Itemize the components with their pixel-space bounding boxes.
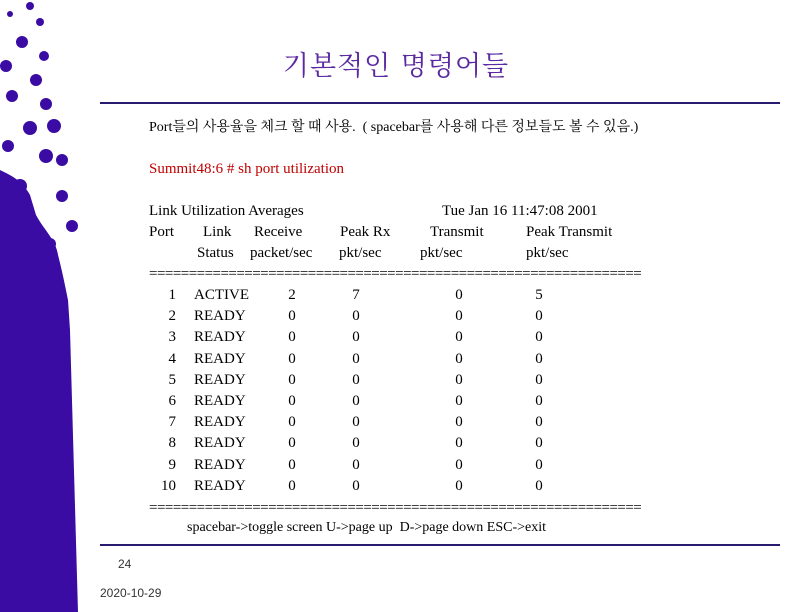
col-header-receive: Receive [254,224,303,240]
top-divider [100,102,780,104]
intro-text: Port들의 사용율을 체크 할 때 사용. ( spacebar를 사용해 다른 정보들도 볼 수 있음.) [149,120,639,135]
cell-peak-tx: 0 [535,456,543,473]
cell-transmit: 0 [455,329,463,346]
cell-transmit: 0 [455,371,463,388]
header-title: Link Utilization Averages [149,203,304,219]
cell-receive: 0 [288,393,296,409]
cell-transmit: 0 [455,308,463,325]
cell-receive: 0 [288,350,296,367]
col-subheader-status: Status [197,245,234,261]
slide-date: 2020-10-29 [100,586,162,600]
cell-transmit: 0 [455,414,463,431]
cell-status: READY [194,350,246,367]
cell-port: 7 [168,414,176,431]
cell-status: READY [194,435,246,452]
cell-receive: 2 [288,287,296,303]
bottom-divider [100,544,780,546]
cell-transmit: 0 [455,456,463,473]
cell-peak-rx: 7 [352,287,360,303]
cell-transmit: 0 [455,393,463,409]
separator-top: ============================================================== [149,266,642,282]
cell-transmit: 0 [455,350,463,367]
cell-receive: 0 [288,308,296,325]
page-number: 24 [118,557,132,571]
cell-peak-rx: 0 [352,435,360,452]
cell-port: 9 [168,456,176,473]
col-header-link: Link [203,224,232,240]
cell-port: 6 [168,393,176,409]
col-subheader-pkt-tx: pkt/sec [420,245,463,261]
cell-peak-rx: 0 [352,456,360,473]
cell-status: READY [194,456,246,473]
separator-bottom: ============================================================== [149,500,642,516]
cell-transmit: 0 [455,477,463,494]
cell-port: 8 [168,435,176,452]
cell-peak-rx: 0 [352,371,360,388]
cell-peak-rx: 0 [352,477,360,494]
cell-peak-rx: 0 [352,350,360,367]
cell-status: READY [194,308,246,325]
cell-port: 10 [161,477,176,494]
cell-receive: 0 [288,414,296,431]
cell-port: 2 [168,308,176,325]
cell-peak-tx: 0 [535,371,543,388]
col-header-peak-tx: Peak Transmit [526,224,613,240]
col-subheader-pkt-rx: pkt/sec [339,245,382,261]
cell-status: READY [194,477,246,494]
cell-peak-rx: 0 [352,393,360,409]
cell-peak-tx: 0 [535,414,543,431]
cell-peak-tx: 0 [535,308,543,325]
cell-status: READY [194,371,246,388]
cell-peak-rx: 0 [352,414,360,431]
header-timestamp: Tue Jan 16 11:47:08 2001 [442,203,598,219]
cell-peak-tx: 0 [535,329,543,346]
key-help-line: spacebar->toggle screen U->page up D->page down ESC->exit [187,520,547,535]
col-header-port: Port [149,224,175,240]
cell-port: 5 [168,371,176,388]
cell-port: 4 [168,350,176,367]
col-header-transmit: Transmit [430,224,484,240]
decorative-dot-border [0,0,90,612]
col-header-peak-rx: Peak Rx [340,224,391,240]
cell-peak-tx: 5 [535,287,543,303]
cell-peak-tx: 0 [535,393,543,409]
cell-port: 1 [168,287,176,303]
cell-transmit: 0 [455,435,463,452]
slide-title: 기본적인 명령어들 [282,51,510,82]
cell-peak-tx: 0 [535,350,543,367]
cell-status: READY [194,329,246,346]
cell-receive: 0 [288,456,296,473]
col-subheader-packet: packet/sec [250,245,313,261]
cell-peak-tx: 0 [535,477,543,494]
cell-status: READY [194,393,246,409]
col-subheader-pkt-peak: pkt/sec [526,245,569,261]
cell-receive: 0 [288,435,296,452]
cell-peak-rx: 0 [352,308,360,325]
cell-receive: 0 [288,329,296,346]
cell-receive: 0 [288,477,296,494]
cell-status: ACTIVE [194,287,249,303]
cell-port: 3 [168,329,176,346]
command-line: Summit48:6 # sh port utilization [149,161,344,177]
cell-peak-rx: 0 [352,329,360,346]
cell-transmit: 0 [455,287,463,303]
cell-peak-tx: 0 [535,435,543,452]
cell-status: READY [194,414,246,431]
cell-receive: 0 [288,371,296,388]
